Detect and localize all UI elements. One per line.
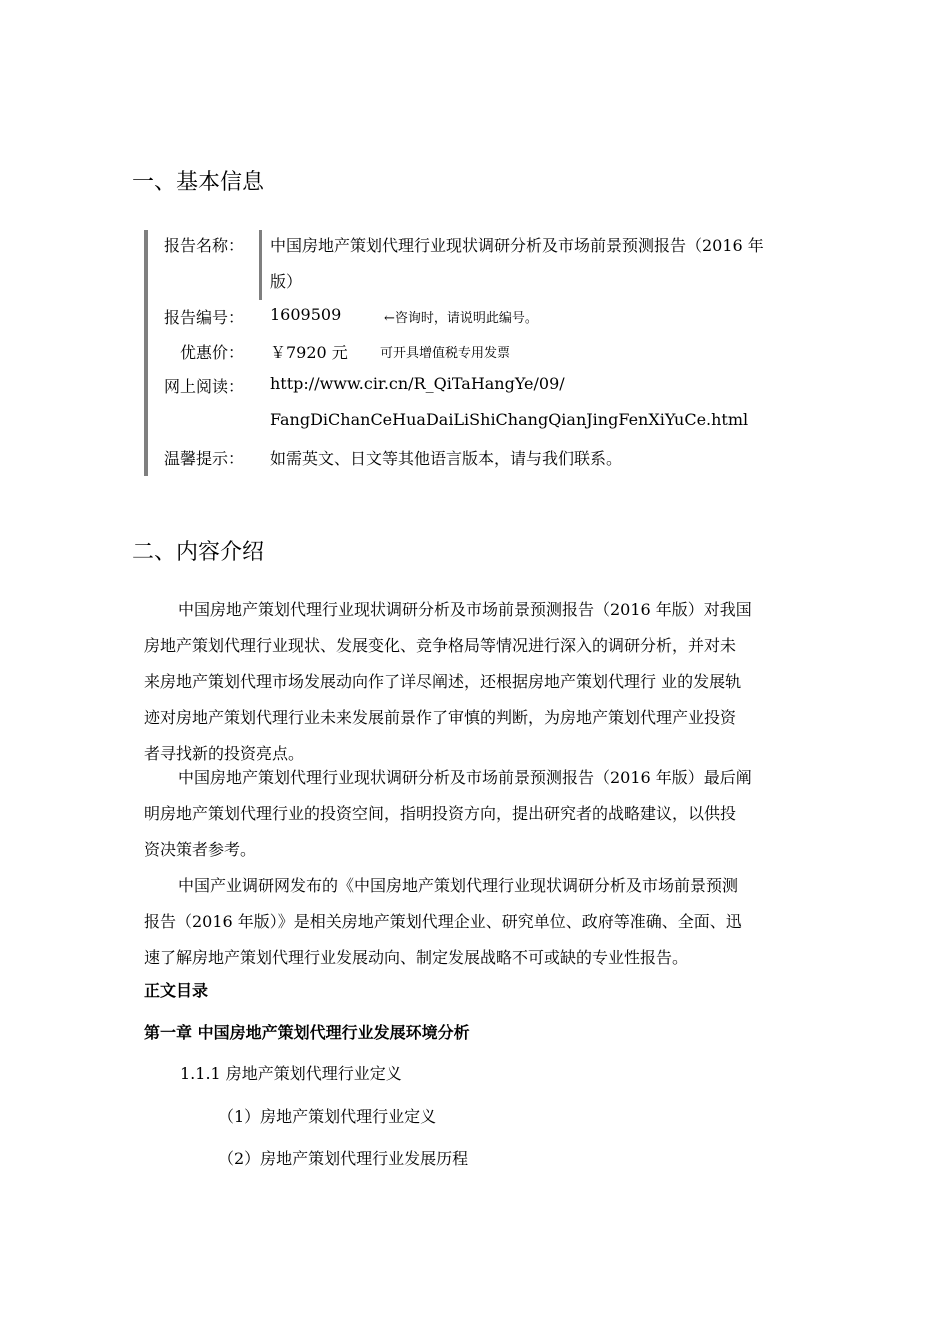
p3-line: 报告（2016 年版）》是相关房地产策划代理企业、研究单位、政府等准确、全面、迅: [144, 912, 742, 931]
section-title-content-intro: 二、内容介绍: [132, 540, 265, 565]
p3-line: 中国产业调研网发布的《中国房地产策划代理行业现状调研分析及市场前景预测: [178, 876, 739, 895]
report-no-label: 报告编号：: [163, 308, 244, 327]
p1-line: 房地产策划代理行业现状、发展变化、竞争格局等情况进行深入的调研分析，并对未: [144, 636, 737, 655]
report-no-note: ←咨询时，请说明此编号。: [384, 311, 538, 326]
p1-line: 者寻找新的投资亮点。: [144, 744, 305, 763]
p1-line: 迹对房地产策划代理行业未来发展前景作了审慎的判断，为房地产策划代理产业投资: [144, 708, 737, 727]
p1-line: 来房地产策划代理市场发展动向作了详尽阐述，还根据房地产策划代理行 业的发展轨: [144, 672, 742, 691]
report-no: 1609509: [270, 305, 342, 324]
p2-line: 明房地产策划代理行业的投资空间，指明投资方向，提出研究者的战略建议，以供投: [144, 804, 737, 823]
report-name-line2: 版）: [270, 272, 303, 291]
toc-title: 正文目录: [144, 981, 209, 1000]
price-note: 可开具增值税专用发票: [380, 346, 511, 361]
online-url-line1[interactable]: http://www.cir.cn/R_QiTaHangYe/09/: [270, 374, 565, 393]
price-value: ￥7920 元: [270, 343, 348, 362]
price-label: 优惠价：: [179, 343, 244, 362]
intro-paragraph-2: [144, 760, 806, 868]
p2-line: 资决策者参考。: [144, 840, 257, 859]
online-label: 网上阅读：: [163, 377, 244, 396]
online-url-line2[interactable]: FangDiChanCeHuaDaiLiShiChangQianJingFenXiYuCe.html: [270, 410, 749, 429]
toc-sub-2: （2）房地产策划代理行业发展历程: [218, 1149, 469, 1168]
p1-line: 中国房地产策划代理行业现状调研分析及市场前景预测报告（2016 年版）对我国: [178, 600, 752, 619]
section-title-basic-info: 一、基本信息: [132, 170, 265, 195]
toc-sub-1: （1）房地产策划代理行业定义: [218, 1107, 437, 1126]
report-name-line1: 中国房地产策划代理行业现状调研分析及市场前景预测报告（2016 年: [270, 236, 764, 255]
report-name-label: 报告名称：: [163, 236, 244, 255]
tip-text: 如需英文、日文等其他语言版本，请与我们联系。: [270, 449, 623, 468]
toc-item-1-1-1: 1.1.1 房地产策划代理行业定义: [180, 1064, 402, 1083]
tip-label: 温馨提示：: [163, 449, 244, 468]
intro-paragraph-1: [144, 592, 806, 772]
p3-line: 速了解房地产策划代理行业发展动向、制定发展战略不可或缺的专业性报告。: [144, 948, 689, 967]
info-separator-bar: [259, 230, 262, 300]
p2-line: 中国房地产策划代理行业现状调研分析及市场前景预测报告（2016 年版）最后阐: [178, 768, 752, 787]
intro-paragraph-3: [144, 868, 806, 976]
toc-chapter-1: 第一章 中国房地产策划代理行业发展环境分析: [144, 1023, 470, 1042]
